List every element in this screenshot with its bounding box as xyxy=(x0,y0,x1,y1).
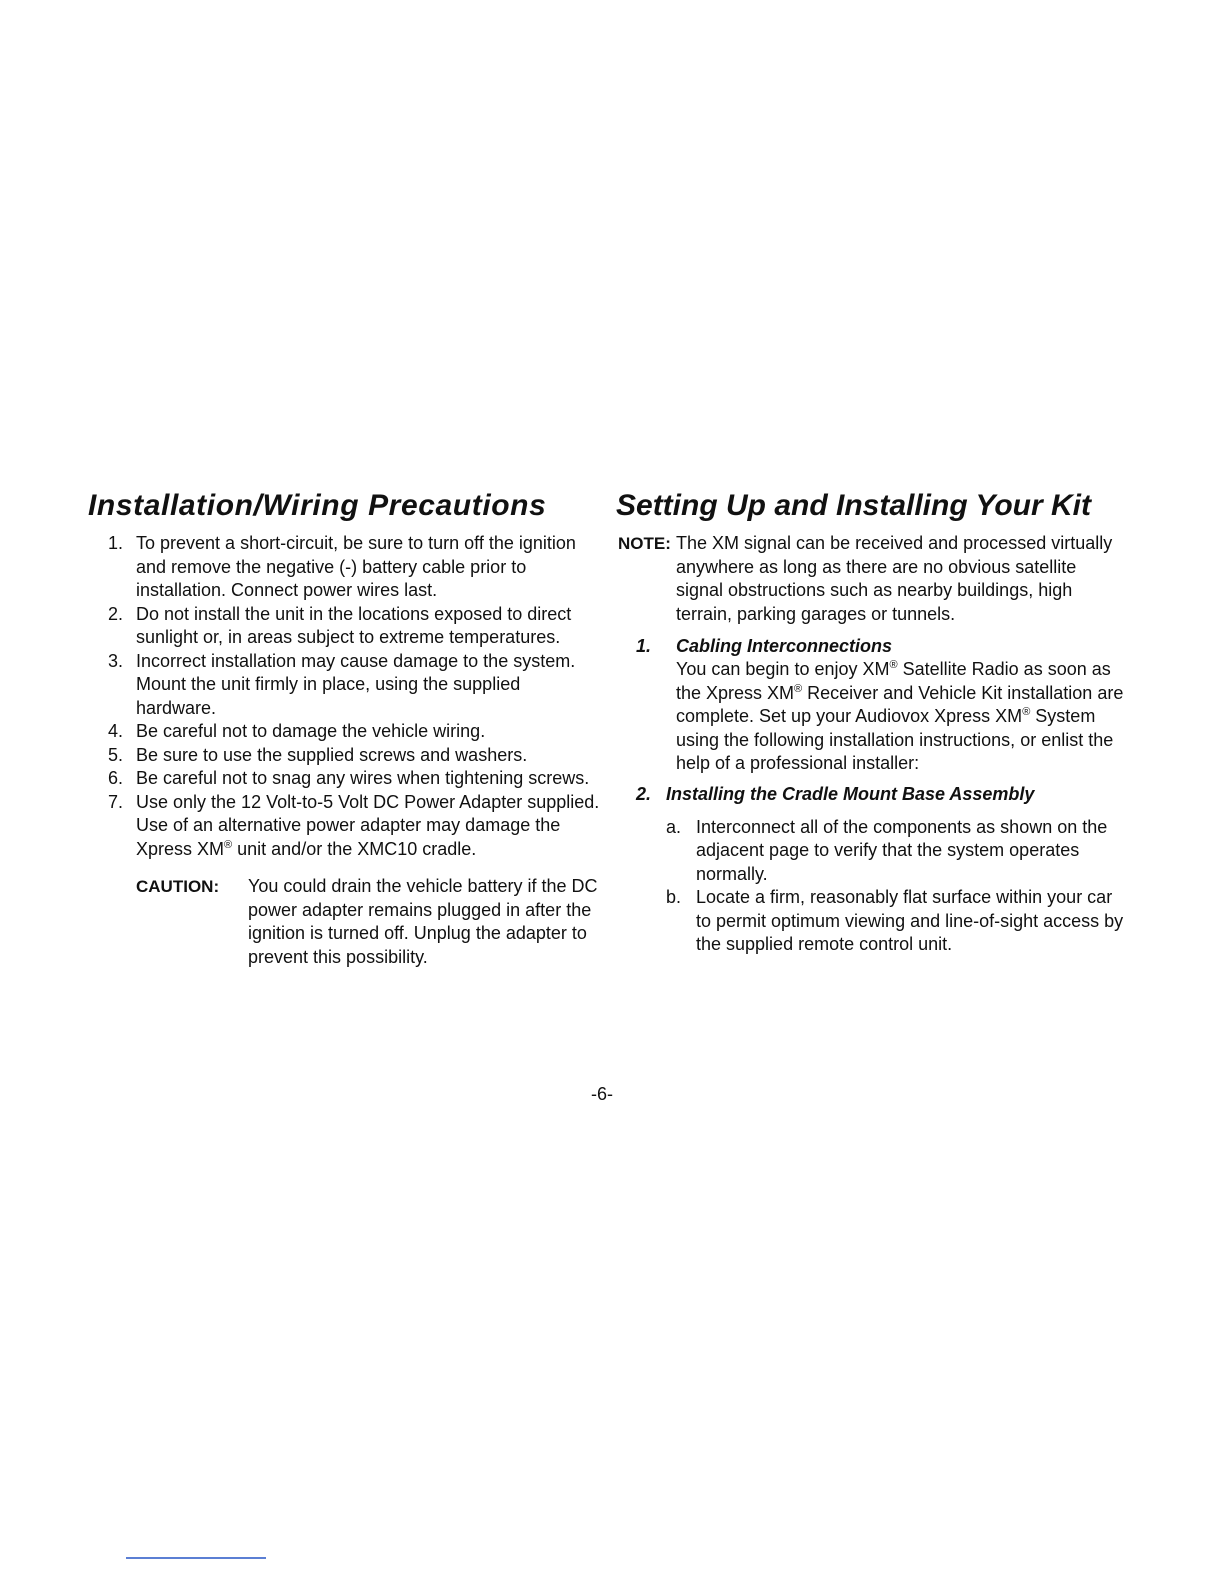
note-label: NOTE: xyxy=(618,534,671,553)
note-text: The XM signal can be received and processed virtually anywhere as long as there are no obvious satellite signal obstructions such as nearby buildings, high terrain, parking garages or tunnels. xyxy=(676,533,1113,624)
list-item: 4. Be careful not to damage the vehicle wiring. xyxy=(108,721,486,741)
registered-mark: ® xyxy=(794,682,803,695)
cradle-section xyxy=(616,782,1124,957)
registered-mark: ® xyxy=(1022,706,1031,718)
left-column xyxy=(88,484,600,969)
cradle-steps-list xyxy=(666,816,1124,957)
page-number: -6- xyxy=(591,1084,613,1104)
precautions-list xyxy=(88,532,600,861)
list-item: 2. Do not install the unit in the locations exposed to direct sunlight or, in areas subject to extreme temperatures. xyxy=(108,603,572,647)
cabling-text: You can begin to enjoy XM® Satellite Radio as soon as the Xpress XM® Receiver and Vehicle Kit installation are complete. Set up your Audiovox Xpress XM® System using the following installation instructions, or enlist the help of a professional installer: xyxy=(676,659,1124,773)
setup-heading: Setting Up and Installing Your Kit xyxy=(616,489,1092,522)
cabling-section xyxy=(616,634,1124,776)
registered-mark: ® xyxy=(224,838,233,851)
right-column xyxy=(616,484,1124,957)
precautions-heading: Installation/Wiring Precautions xyxy=(88,489,547,522)
list-item: 1. To prevent a short-circuit, be sure to turn off the ignition and remove the negative (-) battery cable prior to installation. Connect power wires last. xyxy=(108,533,576,600)
caution-block xyxy=(136,875,600,969)
list-item: 6. Be careful not to snag any wires when tightening screws. xyxy=(108,768,590,788)
list-item: a. Interconnect all of the components as shown on the adjacent page to verify that the system operates normally. xyxy=(666,816,1108,884)
note-block xyxy=(616,532,1124,626)
list-item: 5. Be sure to use the supplied screws and washers. xyxy=(108,744,528,765)
footer-rule xyxy=(126,1557,266,1559)
caution-label: CAUTION: xyxy=(136,877,220,896)
list-item: b. Locate a firm, reasonably flat surface within your car to permit optimum viewing and line-of-sight access by the supplied remote control unit. xyxy=(666,887,1124,954)
registered-mark: ® xyxy=(889,659,898,671)
caution-text: You could drain the vehicle battery if the DC power adapter remains plugged in after the ignition is turned off. Unplug the adapter to prevent this possibility. xyxy=(248,876,598,967)
list-item: 3. Incorrect installation may cause damage to the system. Mount the unit firmly in place, using the supplied hardware. xyxy=(108,650,576,718)
list-item: 7. Use only the 12 Volt-to-5 Volt DC Power Adapter supplied. Use of an alternative power adapter may damage the Xpress XM® unit and/or the XMC10 cradle. xyxy=(108,791,600,859)
cabling-title: 1. Cabling Interconnections xyxy=(636,636,893,656)
cradle-title: 2. Installing the Cradle Mount Base Assembly xyxy=(636,783,1035,804)
